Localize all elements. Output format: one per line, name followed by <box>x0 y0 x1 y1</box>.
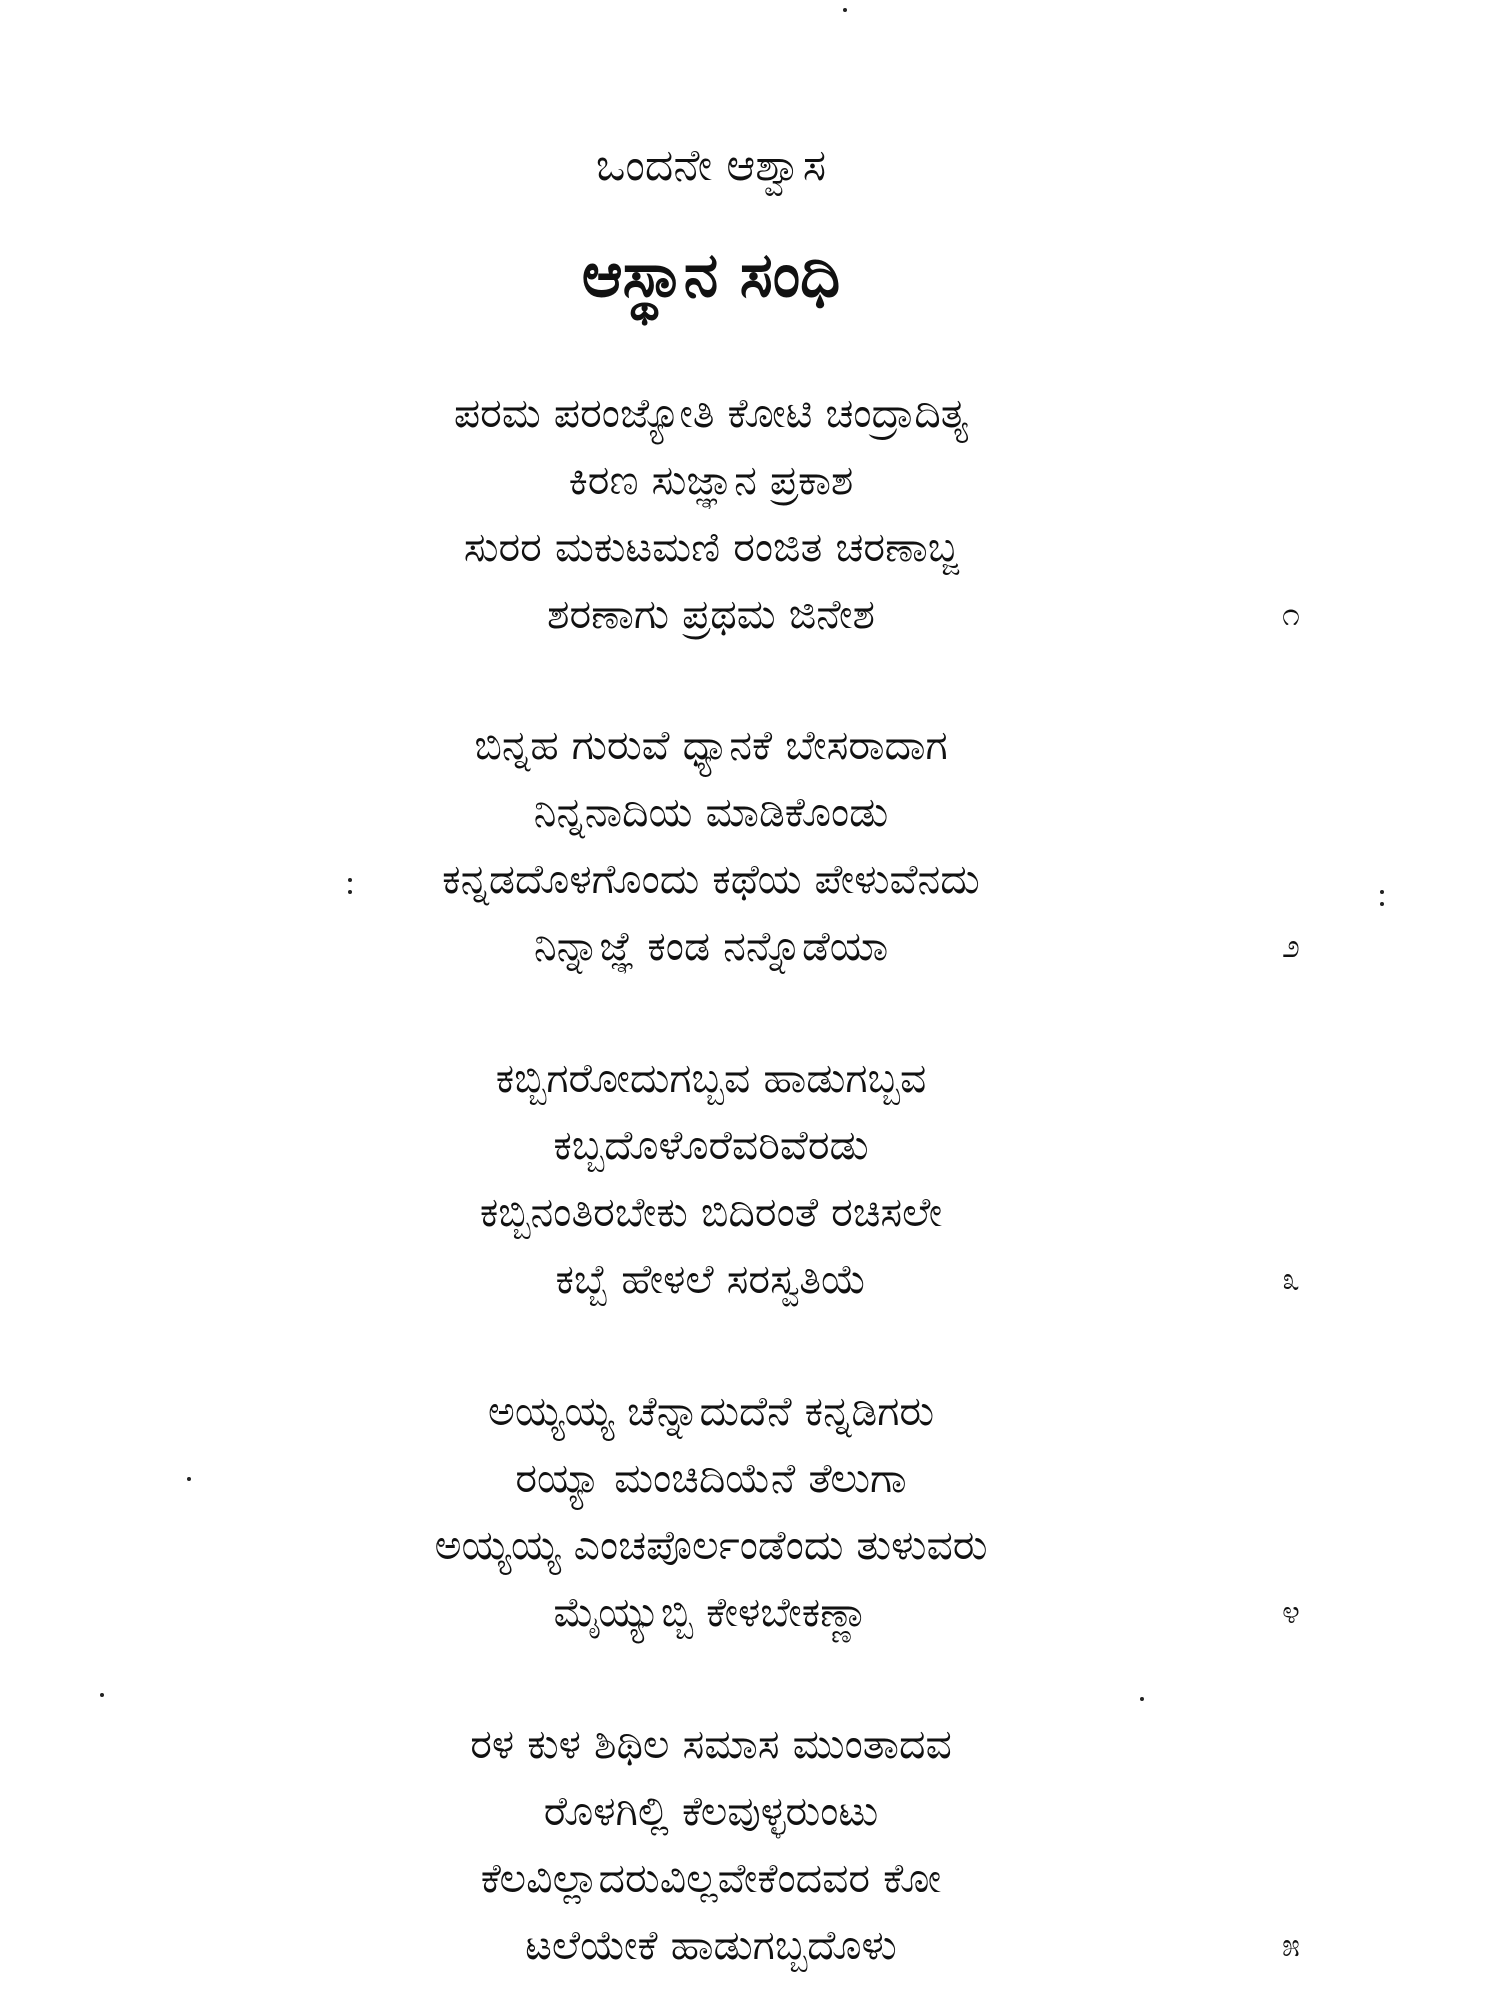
scan-speck <box>348 890 352 894</box>
verse-line: ಟಲೆಯೇಕೆ ಹಾಡುಗಬ್ಬದೊಳು <box>525 1921 897 1969</box>
verse-number: ೫ <box>1282 1926 1300 1964</box>
scan-speck <box>1380 902 1384 906</box>
verse-line: ಕಬ್ಬೆ ಹೇಳಲೆ ಸರಸ್ವತಿಯೆ <box>555 1255 867 1303</box>
verse-5 <box>0 1711 1422 1979</box>
section-title: ಆಸ್ಥಾನ ಸಂಧಿ <box>581 238 841 311</box>
verse-line: ಬಿನ್ನಹ ಗುರುವೆ ಧ್ಯಾನಕೆ ಬೇಸರಾದಾಗ <box>474 721 948 769</box>
scan-speck <box>348 878 352 882</box>
verse-line: ಕಬ್ಬದೊಳೊರೆವರಿವೆರಡು <box>553 1121 869 1169</box>
verse-line: ಪರಮ ಪರಂಜ್ಯೋತಿ ಕೋಟಿ ಚಂದ್ರಾದಿತ್ಯ <box>453 389 969 437</box>
verse-line: ನಿನ್ನಾಜ್ಞೆ ಕಂಡ ನನ್ನೊಡೆಯಾ <box>533 922 889 970</box>
verse-number: ೩ <box>1282 1260 1300 1298</box>
verse-line: ನಿನ್ನನಾದಿಯ ಮಾಡಿಕೊಂಡು <box>533 788 889 836</box>
verse-4 <box>0 1378 1422 1646</box>
verse-1 <box>0 380 1422 648</box>
chapter-label: ಒಂದನೇ ಆಶ್ವಾಸ <box>595 140 827 191</box>
verse-line: ಕಬ್ಬಿನಂತಿರಬೇಕು ಬಿದಿರಂತೆ ರಚಿಸಲೇ <box>479 1188 943 1236</box>
verse-number: ೪ <box>1282 1593 1300 1631</box>
verse-3 <box>0 1045 1422 1313</box>
scan-speck <box>843 8 847 12</box>
verse-line: ಕೆಲವಿಲ್ಲಾದರುವಿಲ್ಲವೇಕೆಂದವರ ಕೋ <box>480 1854 942 1902</box>
scan-speck <box>1380 890 1384 894</box>
verse-line: ಅಯ್ಯಯ್ಯ ಚೆನ್ನಾದುದೆನೆ ಕನ್ನಡಿಗರು <box>487 1387 935 1435</box>
verse-line: ರಯ್ಯಾ ಮಂಚಿದಿಯೆನೆ ತೆಲುಗಾ <box>515 1454 907 1502</box>
scan-speck <box>100 1693 104 1697</box>
verse-line: ಕನ್ನಡದೊಳಗೊಂದು ಕಥೆಯ ಪೇಳುವೆನದು <box>442 855 980 903</box>
verse-line: ಸುರರ ಮಕುಟಮಣಿ ರಂಜಿತ ಚರಣಾಬ್ಜ <box>463 523 959 571</box>
scan-speck <box>187 1477 191 1481</box>
verse-line: ರಳ ಕುಳ ಶಿಥಿಲ ಸಮಾಸ ಮುಂತಾದವ <box>470 1720 952 1768</box>
verse-line: ಅಯ್ಯಯ್ಯ ಎಂಚಪೊರ್ಲಂಡೆಂದು ತುಳುವರು <box>434 1521 988 1569</box>
verse-line: ಕಬ್ಬಿಗರೋದುಗಬ್ಬವ ಹಾಡುಗಬ್ಬವ <box>495 1054 927 1102</box>
verse-line: ಮೈಯ್ಯುಬ್ಬಿ ಕೇಳಬೇಕಣ್ಣಾ <box>553 1588 869 1636</box>
verse-line: ಶರಣಾಗು ಪ್ರಥಮ ಜಿನೇಶ <box>547 590 875 638</box>
scan-speck <box>1140 1697 1144 1701</box>
verse-line: ಕಿರಣ ಸುಜ್ಞಾನ ಪ್ರಕಾಶ <box>568 456 854 504</box>
verse-number: ೧ <box>1282 595 1300 633</box>
verse-line: ರೊಳಗಿಲ್ಲಿ ಕೆಲವುಳ್ಳರುಂಟು <box>543 1787 879 1835</box>
verse-number: ೨ <box>1282 927 1300 965</box>
verse-2 <box>0 712 1422 980</box>
